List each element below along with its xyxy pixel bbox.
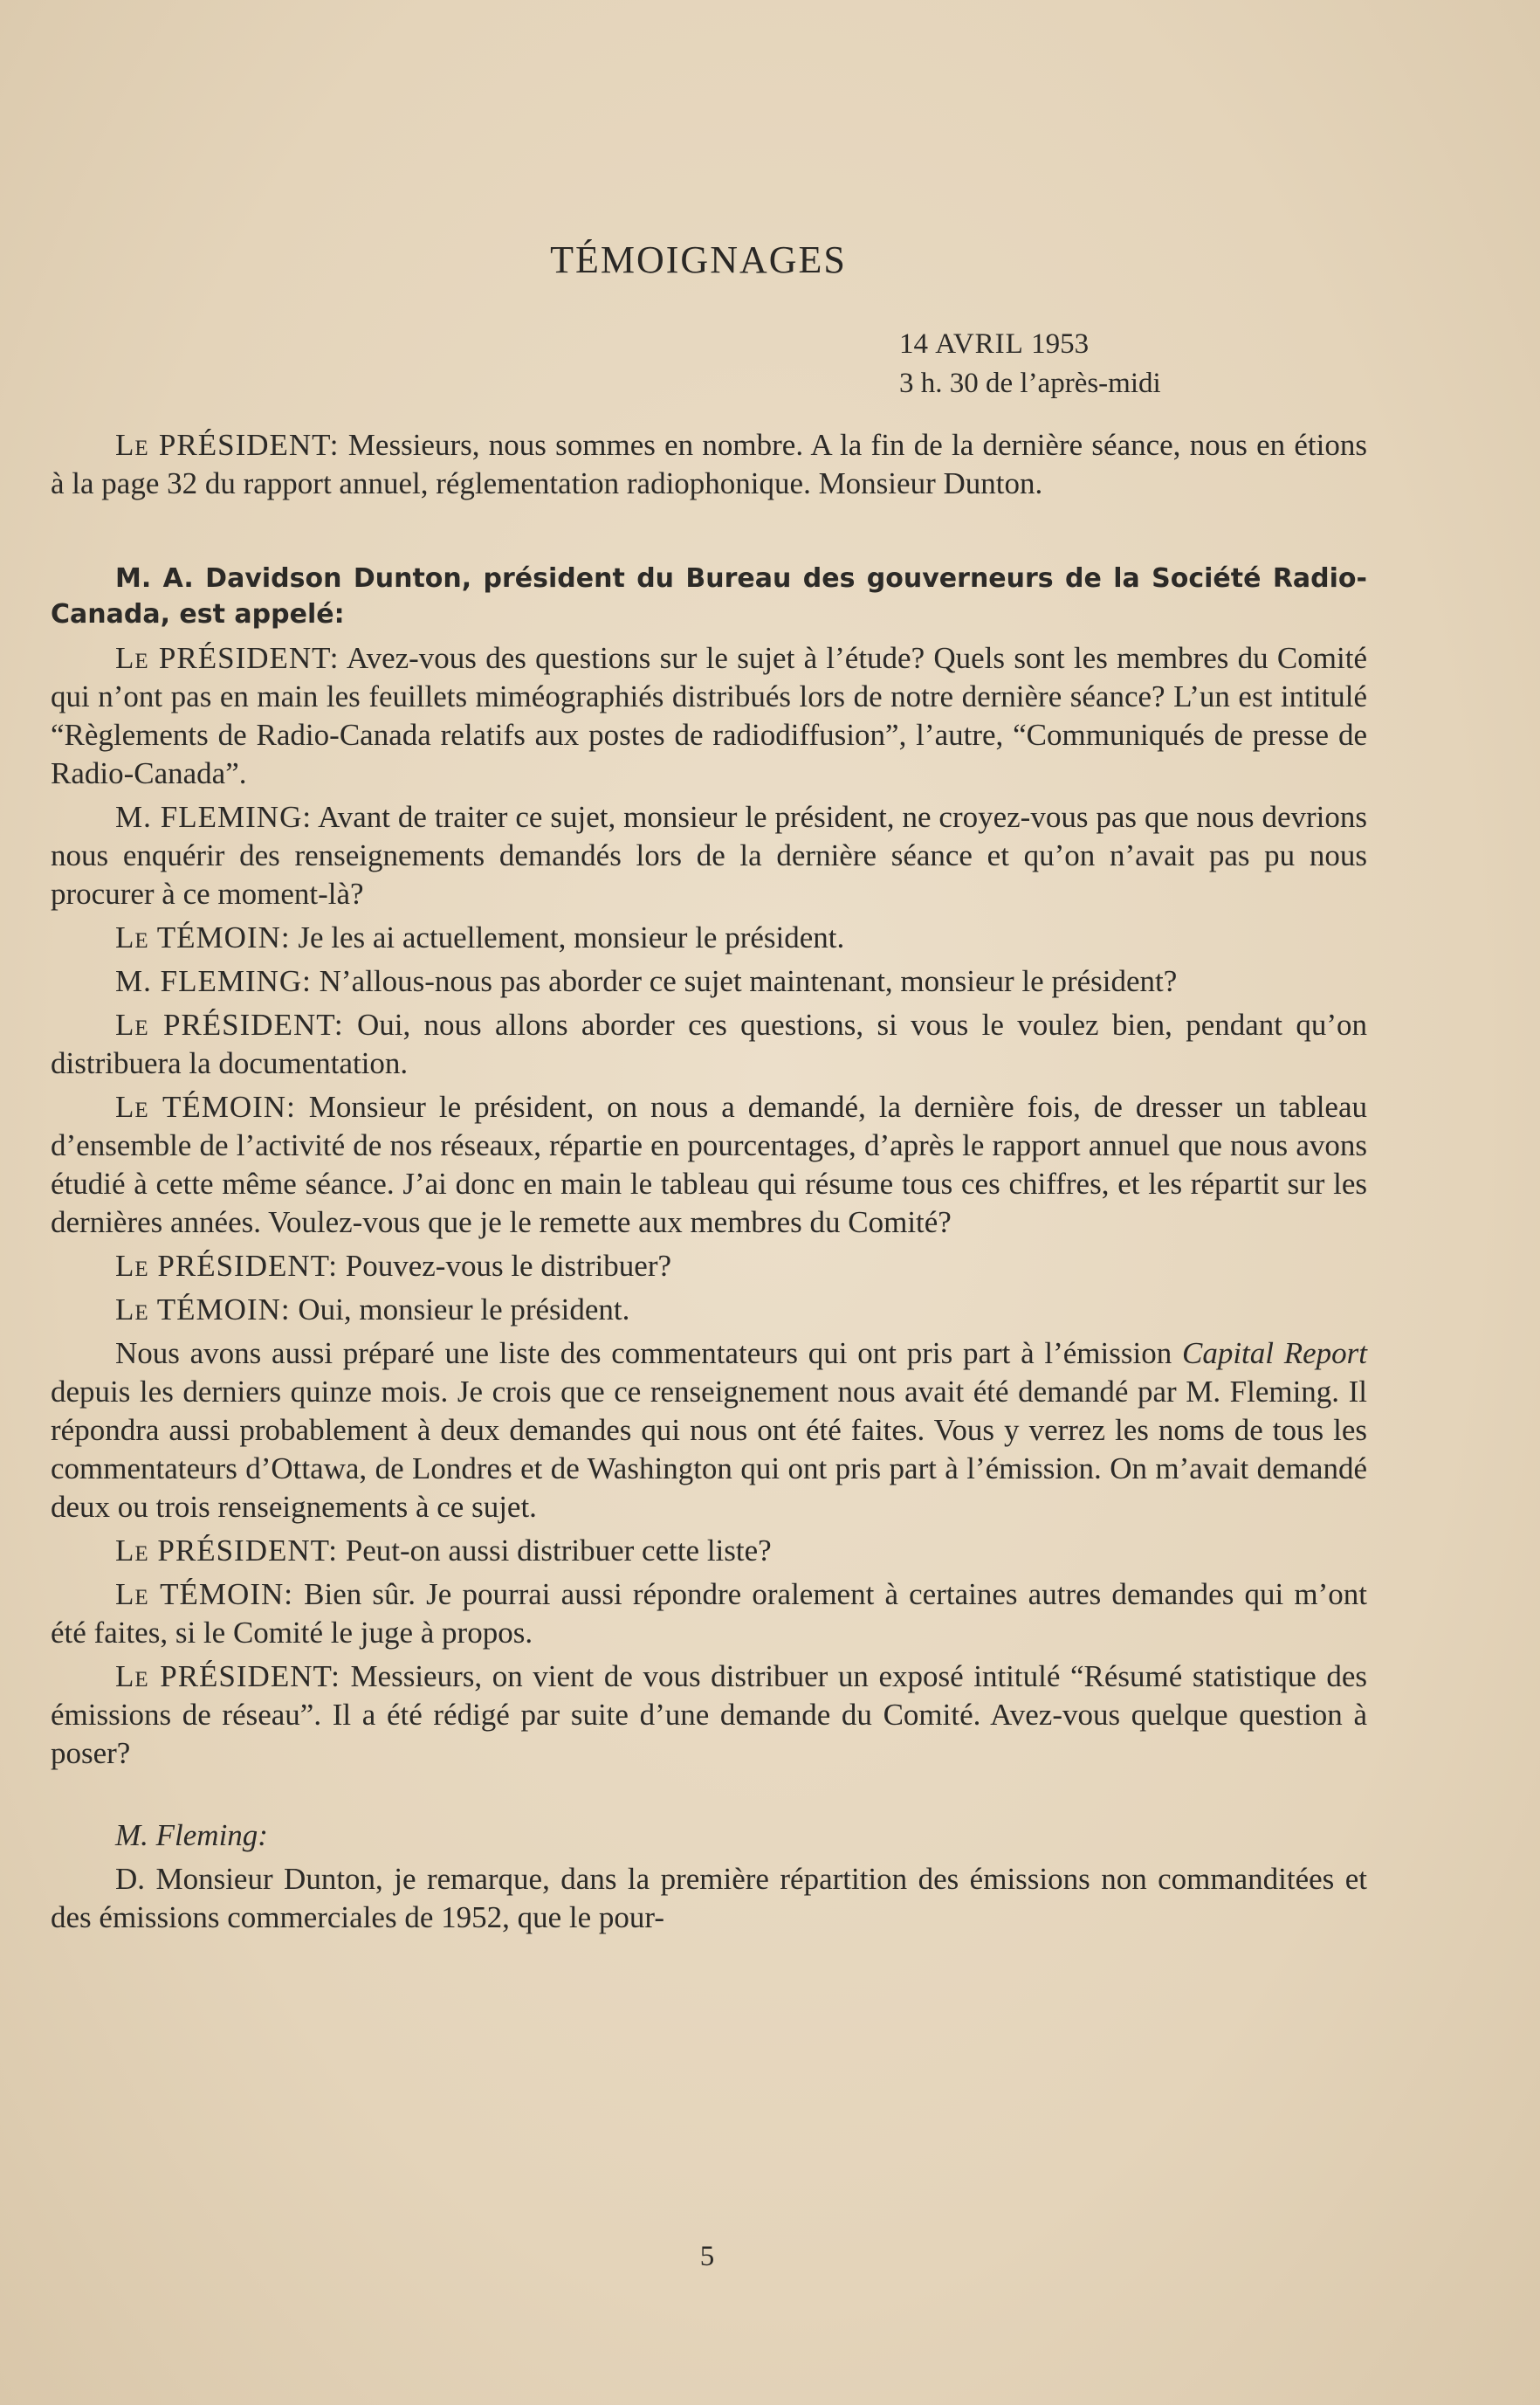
program-title: Capital Report bbox=[1181, 1336, 1367, 1370]
paragraph: Le TÉMOIN: Bien sûr. Je pourrai aussi répondre oralement à certaines autres demandes qui m’ont été faites, si le Comité le juge à propos. bbox=[51, 1577, 1367, 1650]
transcript-body bbox=[51, 426, 1367, 1942]
speaker: Le PRÉSIDENT: bbox=[115, 428, 340, 462]
paragraph: Le TÉMOIN: Monsieur le président, on nous a demandé, la dernière fois, de dresser un tableau d’ensemble de l’activité de nos réseaux, répartie en pourcentages, d’après le rapport annuel que nous avons étudié à cette même séance. J’ai donc en main le tableau qui résume tous ces chiffres, et les répartit sur les dernières années. Voulez-vous que je le remette aux membres du Comité? bbox=[51, 1090, 1368, 1239]
speaker: M. FLEMING: bbox=[115, 964, 312, 998]
speaker: Le PRÉSIDENT: bbox=[115, 1659, 340, 1693]
paragraph: Le PRÉSIDENT: Messieurs, on vient de vous distribuer un exposé intitulé “Résumé statistique des émissions de réseau”. Il a été rédigé par suite d’une demande du Comité. Avez-vous quelque question à poser? bbox=[51, 1659, 1368, 1770]
paragraph: M. FLEMING: N’allous-nous pas aborder ce sujet maintenant, monsieur le président? bbox=[115, 964, 1178, 998]
paragraph: Le PRÉSIDENT: Peut-on aussi distribuer cette liste? bbox=[115, 1533, 772, 1568]
speaker: Le PRÉSIDENT: bbox=[115, 641, 340, 675]
paragraph: D. Monsieur Dunton, je remarque, dans la première répartition des émissions non commanditées et des émissions commerciales de 1952, que le pour- bbox=[51, 1862, 1367, 1934]
paragraph: M. FLEMING: Avant de traiter ce sujet, monsieur le président, ne croyez-vous pas que nous devrions nous enquérir des renseignements demandés lors de la dernière séance et qu’on n’avait pas pu nous procurer à ce moment-là? bbox=[51, 800, 1367, 911]
speaker: Le PRÉSIDENT: bbox=[115, 1533, 339, 1568]
time-line: 3 h. 30 de l’après-midi bbox=[899, 368, 1161, 399]
questioner-heading: M. Fleming: bbox=[115, 1818, 268, 1852]
speaker: Le TÉMOIN: bbox=[115, 920, 291, 954]
witness-called: M. A. Davidson Dunton, président du Bureau des gouverneurs de la Société Radio-Canada, est appelé: bbox=[51, 563, 1367, 630]
paragraph: Le PRÉSIDENT: Avez-vous des questions sur le sujet à l’étude? Quels sont les membres du Comité qui n’ont pas en main les feuillets miméographiés distribués lors de notre dernière séance? L’un est intitulé “Règlements de Radio-Canada relatifs aux postes de radiodiffusion”, l’autre, “Communiqués de presse de Radio-Canada”. bbox=[51, 641, 1367, 790]
speaker: Le TÉMOIN: bbox=[115, 1292, 291, 1327]
paragraph: Le TÉMOIN: Je les ai actuellement, monsieur le président. bbox=[115, 920, 845, 954]
paragraph: Le PRÉSIDENT: Messieurs, nous sommes en nombre. A la fin de la dernière séance, nous en étions à la page 32 du rapport annuel, réglementation radiophonique. Monsieur Dunton. bbox=[51, 428, 1367, 500]
page-title: TÉMOIGNAGES bbox=[550, 238, 847, 281]
speaker: Le PRÉSIDENT: bbox=[115, 1008, 344, 1042]
speaker: Le TÉMOIN: bbox=[115, 1577, 293, 1611]
paragraph: Le PRÉSIDENT: Oui, nous allons aborder ces questions, si vous le voulez bien, pendant qu’on distribuera la documentation. bbox=[51, 1008, 1367, 1080]
paragraph: Nous avons aussi préparé une liste des commentateurs qui ont pris part à l’émission Capital Report depuis les derniers quinze mois. Je crois que ce renseignement nous avait été demandé par M. Fleming. Il répondra aussi probablement à deux demandes qui nous ont été faites. Vous y verrez les noms de tous les commentateurs d’Ottawa, de Londres et de Washington qui ont pris part à l’émission. On m’avait demandé deux ou trois renseignements à ce sujet. bbox=[51, 1336, 1367, 1524]
paragraph: Le PRÉSIDENT: Pouvez-vous le distribuer? bbox=[115, 1249, 672, 1283]
page-number: 5 bbox=[699, 2241, 715, 2272]
speaker: M. FLEMING: bbox=[115, 800, 313, 834]
session-date bbox=[899, 325, 1161, 403]
paragraph: Le TÉMOIN: Oui, monsieur le président. bbox=[115, 1292, 630, 1327]
date-line: 14 AVRIL 1953 bbox=[899, 328, 1090, 360]
speaker: Le PRÉSIDENT: bbox=[115, 1249, 339, 1283]
speaker: Le TÉMOIN: bbox=[115, 1090, 296, 1124]
